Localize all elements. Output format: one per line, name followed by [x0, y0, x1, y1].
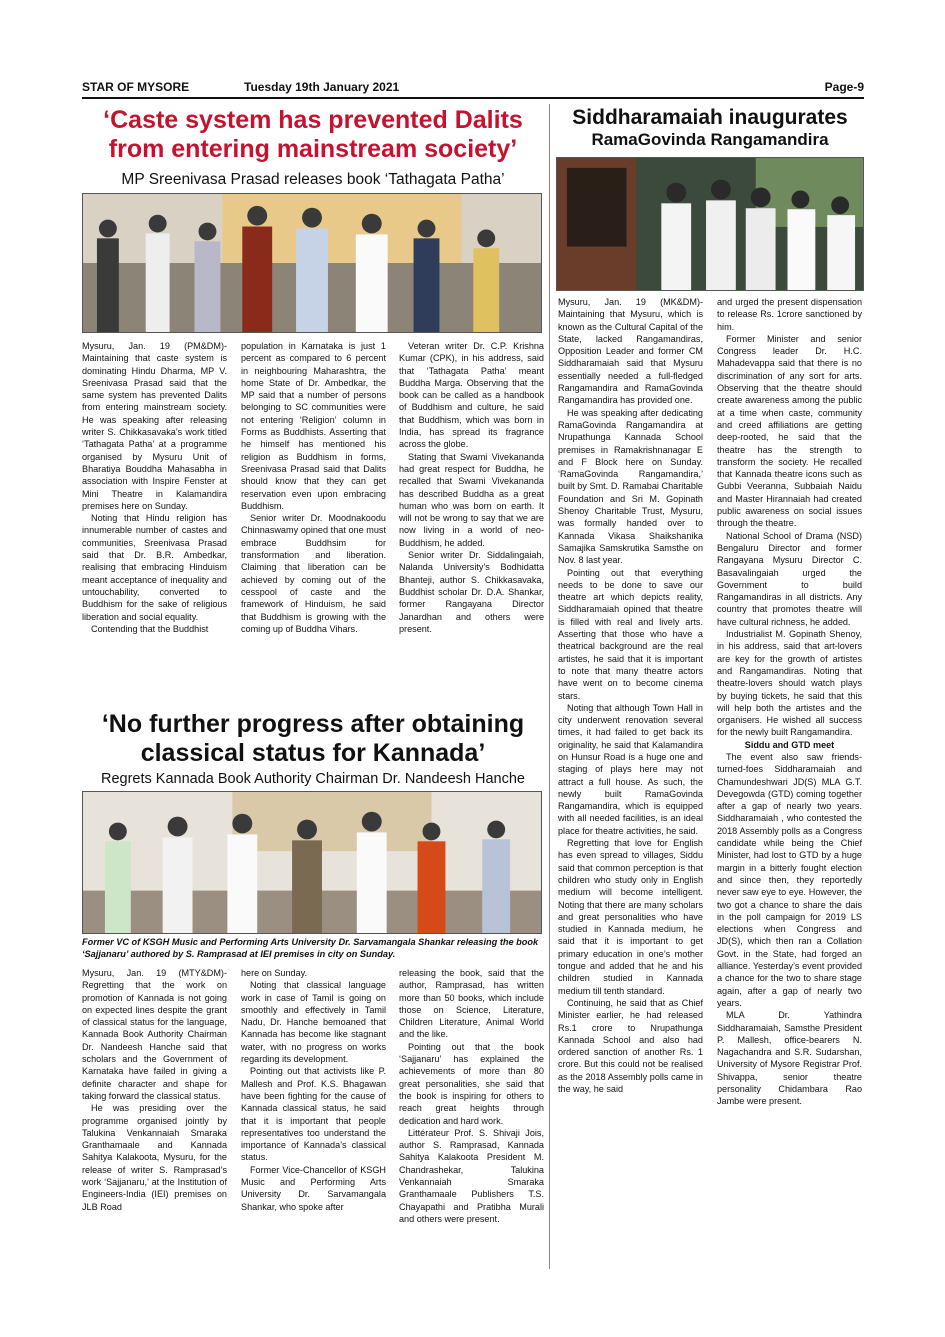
paragraph: Mysuru, Jan. 19 (PM&DM)- Maintaining that caste system is dominating Hindu Dharma, MP V. Sreenivasa Prasad said that the same system has prevented Dalits from entering mainstream society. He was speaking after releasing writer S. Chikkasavaka’s work titled ‘Tathagata Patha’ at a programme organised by Mysuru Unit of Bharatiya Bouddha Mahasabha in association with Inspire Fenster at Mini Theatre in Kalamandira premises here on Sunday. [82, 341, 227, 511]
paragraph: Industrialist M. Gopinath Shenoy, in his address, said that art-lovers are key for the growth of artistes and Rangamandiras. Noting that theatre-lovers should watch plays by buying tickets, he said that this will help both the artistes and the organisers. He wished all success for the newly built Rangamandira. [717, 629, 862, 738]
story1-col1 [82, 340, 227, 635]
story3-headline-line2: RamaGovinda Rangamandira [591, 130, 829, 150]
paragraph: Mysuru, Jan. 19 (MTY&DM)- Regretting that the work on promotion of Kannada is not going on expected lines despite the grant of classical status for the language, Kannada Book Authority Chairman Dr. Nandeesh Hanche said that scholars and the Government of Karnataka have failed in giving a definite character and shape for taking forward the classical status. [82, 968, 227, 1101]
paragraph: Littérateur Prof. S. Shivaji Jois, author S. Ramprasad, Kannada Sahitya Kalakoota President M. Chandrashekar, Talukina Venkannaiah Smaraka Granthamaale Publishers T.S. Chayapathi and Pratibha Murali and others were present. [399, 1127, 544, 1224]
paragraph: Noting that Hindu religion has innumerable number of castes and communities, Sreenivasa Prasad said that Dr. B.R. Ambedkar, realising that embracing Hinduism meant acceptance of inequality and untouchability, converted to Buddhism for the sake of religious liberation and social equality. [82, 513, 227, 622]
story3-col2 [717, 296, 862, 1108]
paragraph: Senior writer Dr. Siddalingaiah, Nalanda University’s Bodhidatta Bhanteji, author S. Chikkasavaka, Buddhist scholar Dr. D.A. Shankar, former Rangayana Director Janardhan and others were present. [399, 550, 544, 634]
story1-subhead: MP Sreenivasa Prasad releases book ‘Tathagata Patha’ [121, 171, 505, 188]
paragraph: releasing the book, said that the author, Ramprasad, has written more than 50 books, which include those on Science, Literature, Children Literature, Animal World and the like. [399, 968, 544, 1040]
paragraph: Veteran writer Dr. C.P. Krishna Kumar (CPK), in his address, said that ‘Tathagata Patha’ meant Buddha Marga. Observing that the book can be called as a handbook of Buddhism and culture, he said that Buddhism, which was born in India, has spread its fragrance across the globe. [399, 341, 544, 450]
story1-headline [80, 106, 546, 164]
paragraph: Contending that the Buddhist [91, 623, 209, 634]
masthead-rule [82, 97, 864, 99]
paragraph: Noting that although Town Hall in city underwent renovation several times, it had failed to get back its originality, he said that Kalamandira on Hunsur Road is a huge one and staging of plays here may not attract a full house. As such, the newly built RamaGovinda Rangamandira, which is equipped with all needed facilities, is an ideal place for theatre activities, he said. [558, 702, 703, 836]
paragraph: Stating that Swami Vivekananda had great respect for Buddha, he recalled that Swami Vivekananda has described Buddha as a great human who was born on earth. It will not be wrong to say that we are now living in a world of neo-Buddhism, he added. [399, 451, 544, 548]
paragraph: MLA Dr. Yathindra Siddharamaiah, Samsthe President P. Mallesh, office-bearers N. Nagachandra and S.R. Sudarshan, University of Mysore Registrar Prof. Shivappa, senior theatre personality Chidambara Rao Jambe were present. [717, 1010, 862, 1107]
story1-headline-line1: ‘Caste system has prevented Dalits [103, 106, 523, 134]
paragraph: Former Vice-Chancellor of KSGH Music and Performing Arts University Dr. Sarvamangala Shankar, who spoke after [241, 1164, 386, 1212]
story1-col3 [399, 340, 544, 635]
paper-name: STAR OF MYSORE [82, 80, 190, 94]
story1-headline-line2: from entering mainstream society’ [108, 134, 518, 163]
story3-headline-line1: Siddharamaiah inaugurates [572, 106, 848, 129]
story2-subhead: Regrets Kannada Book Authority Chairman Dr. Nandeesh Hanche [101, 771, 525, 787]
paragraph: and urged the present dispensation to release Rs. 1crore sanctioned by him. [717, 297, 862, 332]
photo-icon [83, 792, 541, 933]
story1-photo [82, 193, 542, 333]
story2-col2 [241, 967, 386, 1213]
story2-col3 [399, 967, 544, 1225]
paragraph: Continuing, he said that as Chief Minister earlier, he had released Rs.1 crore to Nrupathunga Kannada School and also had ordered sanction of another Rs. 1 crore. But this could not be realised as the 2018 Assembly polls came in the way, he said [558, 997, 703, 1094]
story2-headline [80, 710, 546, 768]
photo-icon [83, 194, 541, 332]
paragraph: Mysuru, Jan. 19 (MK&DM)- Maintaining that Mysuru, which is known as the Cultural Capital of the State, lacked Rangamandiras, Opposition Leader and former CM Siddharamaiah said that Mysuru essentially needed a full-fledged Rangamandira and RamaGovinda Rangamandira has provided one. [558, 297, 703, 406]
story2-headline-line1: ‘No further progress after obtaining [101, 710, 525, 738]
story1-col2 [241, 340, 386, 635]
paragraph: population in Karnataka is just 1 percent as compared to 6 percent in neighbouring Maharashtra, the home State of Dr. Ambedkar, the MP said that a number of persons belonging to SC communities were not entering ‘Religion’ column in Forms as Buddhists. Asserting that he himself has mentioned his religion as Buddhism in forms, Sreenivasa Prasad said that Dalits should know that they can get reservation even upon embracing Buddhism. [241, 341, 386, 511]
story2-headline-line2: classical status for Kannada’ [140, 738, 486, 767]
subsection-heading: Siddu and GTD meet [744, 739, 835, 750]
paragraph: Pointing out that activists like P. Mallesh and Prof. K.S. Bhagawan have been fighting for the cause of Kannada classical status, he said that it is important that people representatives too understand the importance of Kannada’s classical status. [241, 1066, 386, 1163]
issue-date: Tuesday 19th January 2021 [244, 80, 400, 94]
paragraph: He was speaking after dedicating RamaGovinda Rangamandira at Nrupathunga Kannada School premises in Ramakrishnanagar E and F Block here on Sunday. ‘RamaGovinda Rangamandira,’ built by Smt. D. Ramabai Charitable Foundation and Sri M. Gopinath Shenoy Charitable Trust, Mysuru, was formally handed over to Kannada Vikasa Shaikshanika Samajika Samskrutika Samsthe on Nov. 8 last year. [558, 407, 703, 566]
story3-headline [554, 106, 866, 150]
story3-col1 [558, 296, 703, 1095]
paragraph: Former Minister and senior Congress leader Dr. H.C. Mahadevappa said that there is no discrimination of any sort for arts. Observing that the theatre should create awareness among the public at a time when caste, community and creed affiliations are getting deep-rooted, he said that the theatre has the strength to transform the society. He recalled that Kannada theatre icons such as Gubbi Veeranna, Subbaiah Naidu and Master Hirannaiah had created public awareness on social issues through the theatre. [717, 333, 862, 529]
paragraph: here on Sunday. [241, 968, 308, 978]
paragraph: Pointing out that everything needs to be done to save our theatre art which depicts reality, Siddharamaiah opined that theatre is filled with real and lively arts. Asserting that those who have a theatrical background are the real artistes, he said that it is important to note that many theatre actors have went on to become cinema stars. [558, 567, 703, 701]
story2-photo-caption: Former VC of KSGH Music and Performing Arts University Dr. Sarvamangala Shankar releasing the book ‘Sajjanaru’ authored by S. Ramprasad at IEI premises in city on Sunday. [82, 937, 539, 959]
paragraph: Pointing out that the book ‘Sajjanaru’ has explained the achievements of more than 80 great personalities, she said that the book is inspiring for others to reach great heights through dedication and hard work. [399, 1041, 544, 1126]
masthead [82, 80, 864, 96]
paragraph: He was presiding over the programme organised jointly by Talukina Venkannaiah Smaraka Granthamaale and Kannada Sahitya Kalakoota, Mysuru, for the release of writer S. Ramprasad’s work ‘Sajjanaru,’ at the Institution of Engineers-India (IEI) premises on JLB Road [82, 1103, 227, 1212]
photo-icon [557, 158, 863, 290]
paragraph: Noting that classical language work in case of Tamil is going on smoothly and effectively in Tamil Nadu, Dr. Hanche bemoaned that Kannada has become like stagnant water, with no progress on works regarding its development. [241, 980, 386, 1065]
paragraph: Senior writer Dr. Moodnakoodu Chinnaswamy opined that one must embrace Buddhsim for transformation and liberation. Claiming that liberation can be achieved by coming out of the cesspool of caste and the framework of Hinduism, he said that Buddhism is growing with the coming up of Buddha Vihars. [241, 513, 386, 634]
story3-photo [556, 157, 864, 291]
paragraph: National School of Drama (NSD) Bengaluru Director and former Rangayana Mysuru Director C. Basavalingaiah urged the Government to build Rangamandiras in all districts. Any country that promotes theatre will have cultural richness, he added. [717, 530, 862, 627]
column-divider [549, 104, 550, 1269]
story2-col1 [82, 967, 227, 1213]
paragraph: The event also saw friends-turned-foes Siddharamaiah and Chamundeshwari JD(S) MLA G.T. Devegowda (GTD) coming together after a gap of nearly two years. Siddharamaiah , who contested the 2018 Assembly polls as a Congress candidate while being the Chief Minister, had lost to GTD by a huge margin in a bitterly fought election and since then, they reportedly never saw eye to eye. However, the two got a chance to share the dais in the poll campaign for 2019 LS elections when Congress and JD(S), which then ran a Collation Govt. in the State, had forged an alliance. Yesterday’s event provided a chance for the two to share stage again, after a gap of nearly two years. [717, 751, 862, 1008]
paragraph: Regretting that love for English has even spread to villages, Siddu said that common perception is that children who study only in English medium will become intelligent. Noting that there are many scholars and great personalities who have studied in Kannada medium, he said that it is important to get primary education in one’s mother tongue and added that he and his children studied in Kannada medium till tenth standard. [558, 838, 703, 996]
page-number: Page-9 [824, 80, 864, 94]
story2-photo [82, 791, 542, 934]
